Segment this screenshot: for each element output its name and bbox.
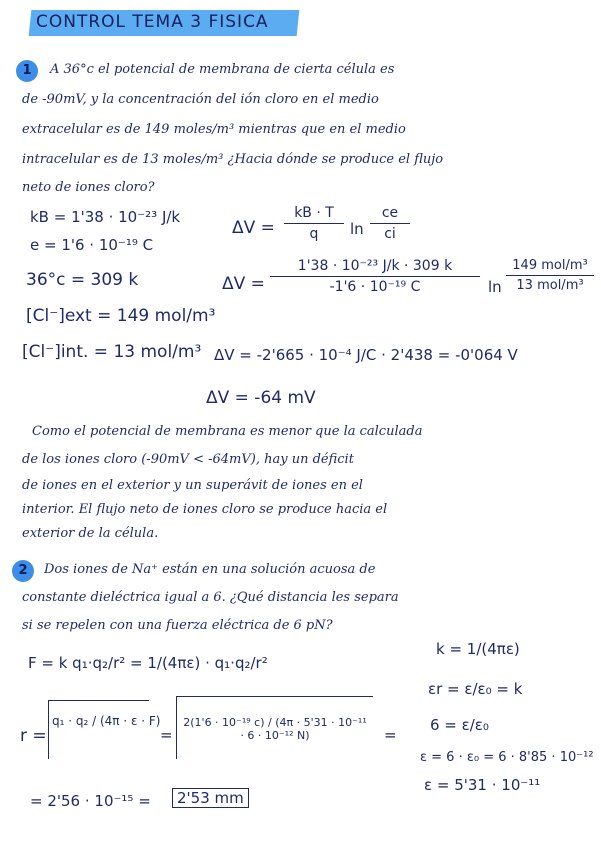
page-title: CONTROL TEMA 3 FISICA — [36, 12, 269, 32]
fraction-bar — [270, 276, 480, 277]
substitution-ln-denominator: 13 mol/m³ — [516, 278, 584, 293]
q1-text-line: extracelular es de 149 moles/m³ mientras que en el medio — [22, 122, 406, 137]
cl-ext-value: [Cl⁻]ext = 149 mol/m³ — [26, 306, 216, 326]
substitution-ln-fraction — [506, 258, 594, 293]
result-line-2: ΔV = -64 mV — [206, 388, 316, 408]
temperature-value: 36°c = 309 k — [26, 270, 139, 290]
nernst-lhs: ΔV = — [232, 218, 275, 238]
fraction-bar — [284, 223, 344, 224]
ln-symbol: ln — [488, 278, 502, 296]
coulomb-law: F = k q₁·q₂/r² = 1/(4πε) · q₁·q₂/r² — [28, 654, 268, 672]
r-lhs: r = — [20, 726, 47, 746]
question-2-number: 2 — [12, 560, 34, 582]
substitution-lhs: ΔV = — [222, 274, 265, 294]
substitution-ln-numerator: 149 mol/m³ — [512, 258, 588, 273]
ln-denominator: ci — [384, 226, 396, 242]
q1-text-line: A 36°c el potencial de membrana de cierta célula es — [50, 62, 395, 77]
r-formula: q₁ · q₂ / (4π · ε · F) — [52, 714, 161, 728]
ln-numerator: ce — [381, 205, 399, 221]
conclusion-line: Como el potencial de membrana es menor que la calculada — [32, 424, 423, 439]
permittivity-calc: ε = 6 · ε₀ = 6 · 8'85 · 10⁻¹² — [420, 750, 594, 765]
permittivity-value: ε = 5'31 · 10⁻¹¹ — [424, 776, 541, 794]
q2-text-line: si se repelen con una fuerza eléctrica de 6 pN? — [22, 618, 333, 633]
r-result: = 2'56 · 10⁻¹⁵ = — [30, 792, 151, 810]
r-substitution: 2(1'6 · 10⁻¹⁹ c) / (4π · 5'31 · 10⁻¹¹ · 6 · 10⁻¹² N) — [183, 716, 367, 742]
conclusion-line: exterior de la célula. — [22, 526, 159, 541]
q1-text-line: de -90mV, y la concentración del ión cloro en el medio — [22, 92, 379, 107]
cl-int-value: [Cl⁻]int. = 13 mol/m³ — [22, 342, 202, 362]
ln-symbol: ln — [350, 220, 364, 238]
conclusion-line: de los iones cloro (-90mV < -64mV), hay un déficit — [22, 452, 354, 467]
equals-sign: = — [384, 726, 397, 744]
ln-fraction — [370, 205, 410, 242]
permittivity-ratio: 6 = ε/ε₀ — [430, 716, 489, 734]
question-1-number: 1 — [16, 60, 38, 82]
q2-text-line: Dos iones de Na⁺ están en una solución acuosa de — [44, 562, 376, 577]
q1-text-line: intracelular es de 13 moles/m³ ¿Hacia dónde se produce el flujo — [22, 152, 444, 167]
fraction-bar — [370, 223, 410, 224]
nernst-numerator: kB · T — [294, 205, 334, 221]
nernst-denominator: q — [309, 226, 319, 242]
equals-sign: = — [160, 726, 173, 744]
k-definition: k = 1/(4πε) — [436, 640, 520, 658]
nernst-fraction — [284, 205, 344, 242]
q1-text-line: neto de iones cloro? — [22, 180, 155, 195]
substitution-fraction — [270, 258, 480, 295]
result-line-1: ΔV = -2'665 · 10⁻⁴ J/C · 2'438 = -0'064 V — [214, 346, 518, 364]
conclusion-line: interior. El flujo neto de iones cloro se produce hacia el — [22, 502, 388, 517]
substitution-numerator: 1'38 · 10⁻²³ J/k · 309 k — [297, 258, 453, 274]
charge-value: e = 1'6 · 10⁻¹⁹ C — [30, 236, 154, 254]
substitution-denominator: -1'6 · 10⁻¹⁹ C — [329, 279, 421, 295]
sqrt-radical — [48, 700, 161, 759]
q2-text-line: constante dieléctrica igual a 6. ¿Qué distancia les separa — [22, 590, 399, 605]
r-boxed-answer: 2'53 mm — [172, 788, 249, 808]
fraction-bar — [506, 275, 594, 276]
kb-value: kB = 1'38 · 10⁻²³ J/k — [30, 208, 181, 226]
conclusion-line: de iones en el exterior y un superávit de iones en el — [22, 478, 363, 493]
relative-permittivity: εr = ε/ε₀ = k — [428, 680, 523, 698]
